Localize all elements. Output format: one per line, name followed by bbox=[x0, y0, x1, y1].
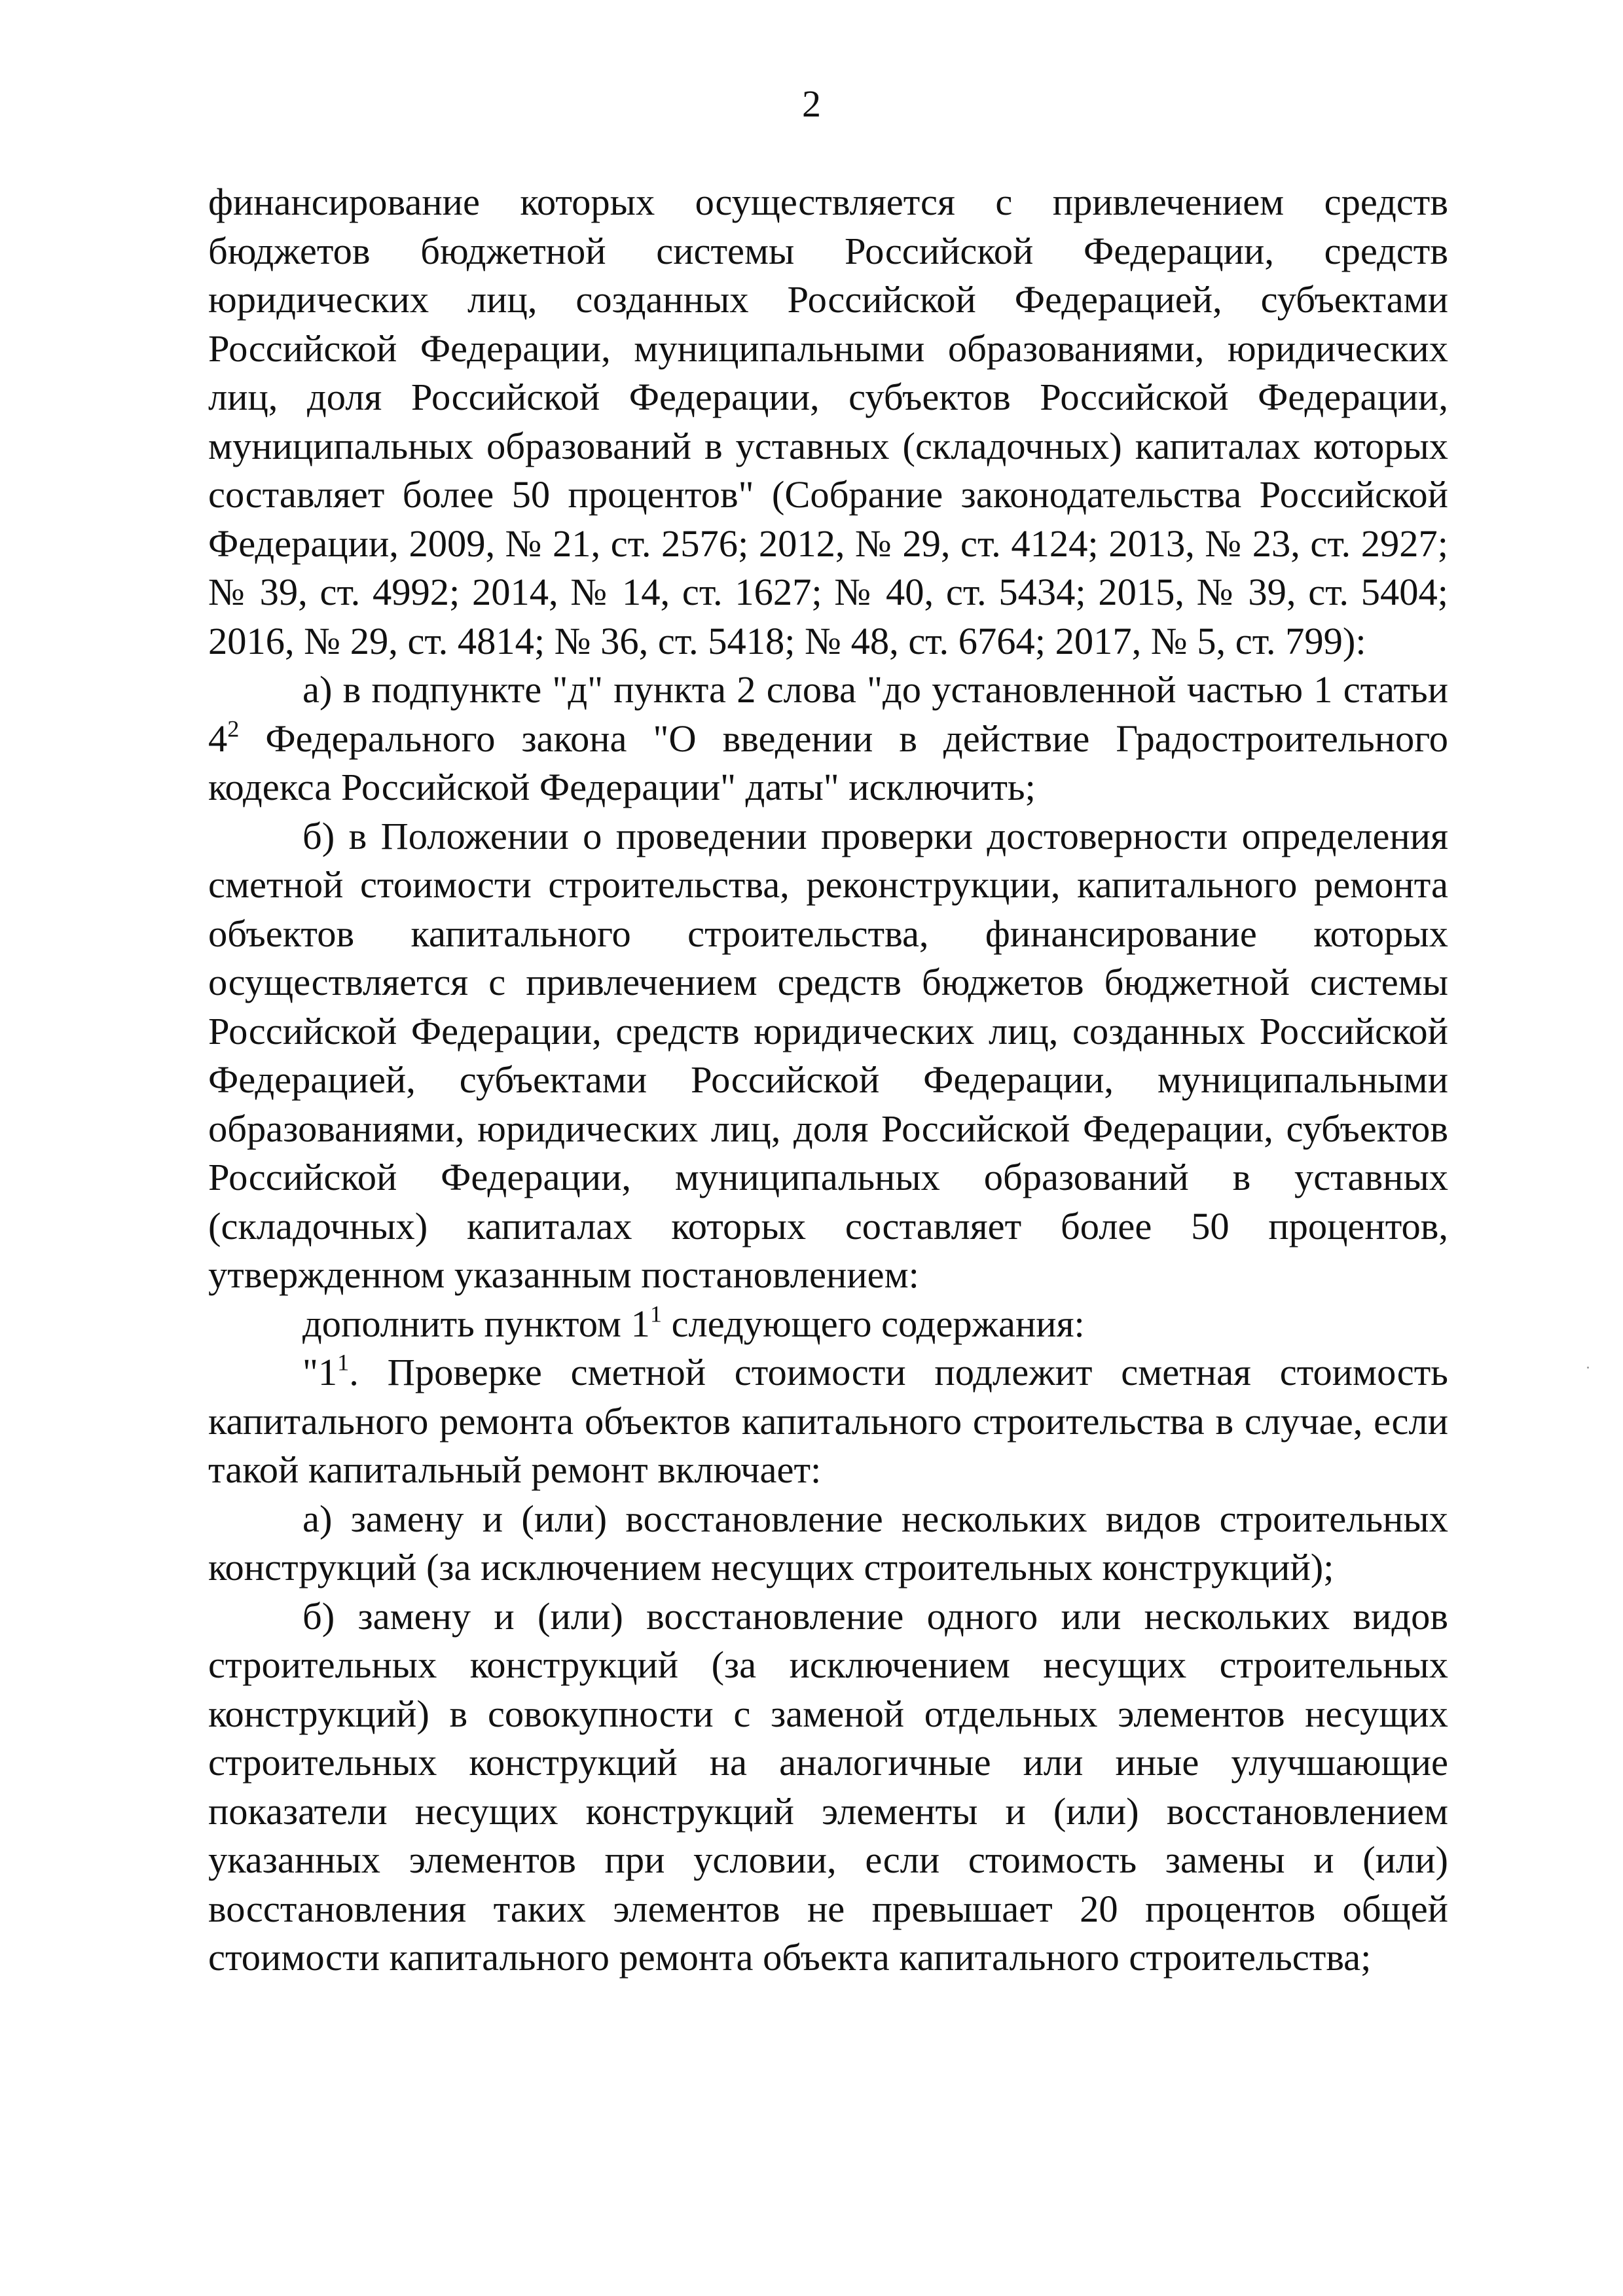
paragraph-text-after-sup: следующего содержания: bbox=[661, 1302, 1085, 1345]
scan-speck bbox=[1587, 1367, 1589, 1369]
paragraph-text-after-sup: Федерального закона "О введении в действие Градостроительного кодекса Российской Федерации" даты" исключить; bbox=[208, 717, 1448, 808]
paragraph-add-clause bbox=[208, 1300, 1448, 1349]
paragraph-funding-continuation: финансирование которых осуществляется с привлечением средств бюджетов бюджетной системы Российской Федерации, средств юридических лиц, созданных Российской Федерацией, субъектами Российской Федерации, муниципальными образованиями, юридических лиц, доля Российской Федерации, субъектов Российской Федерации, муниципальных образований в уставных (складочных) капиталах которых составляет более 50 процентов" (Собрание законодательства Российской Федерации, 2009, № 21, ст. 2576; 2012, № 29, ст. 4124; 2013, № 23, ст. 2927; № 39, ст. 4992; 2014, № 14, ст. 1627; № 40, ст. 5434; 2015, № 39, ст. 5404; 2016, № 29, ст. 4814; № 36, ст. 5418; № 48, ст. 6764; 2017, № 5, ст. 799): bbox=[208, 181, 1448, 662]
paragraph-item-b-regulation: б) в Положении о проведении проверки достоверности определения сметной стоимости строительства, реконструкции, капитального ремонта объектов капитального строительства, финансирование которых осуществляется с привлечением средств бюджетов бюджетной системы Российской Федерации, средств юридических лиц, созданных Российской Федерацией, субъектами Российской Федерации, муниципальными образованиями, юридических лиц, доля Российской Федерации, субъектов Российской Федерации, муниципальных образований в уставных (складочных) капиталах которых составляет более 50 процентов, утвержденном указанным постановлением: bbox=[208, 814, 1448, 1296]
paragraph-item-a-subclause-d bbox=[208, 666, 1448, 812]
superscript: 2 bbox=[227, 715, 240, 742]
paragraph-subitem-a: а) замену и (или) восстановление нескольких видов строительных конструкций (за исключением несущих строительных конструкций); bbox=[208, 1497, 1448, 1588]
paragraph-text-before-sup: а) в подпункте "д" пункта 2 слова "до установленной частью 1 статьи 4 bbox=[208, 668, 1448, 760]
paragraph-text-before-sup: дополнить пунктом 1 bbox=[302, 1302, 650, 1345]
superscript: 1 bbox=[649, 1300, 662, 1327]
document-body bbox=[208, 178, 1448, 1982]
paragraph-subitem-b: б) замену и (или) восстановление одного или нескольких видов строительных конструкций (за исключением несущих строительных конструкций) в совокупности с заменой отдельных элементов несущих строительных конструкций на аналогичные или иные улучшающие показатели несущих конструкций элементы и (или) восстановлением указанных элементов при условии, если стоимость замены и (или) восстановления таких элементов не превышает 20 процентов общей стоимости капитального ремонта объекта капитального строительства; bbox=[208, 1594, 1448, 1979]
superscript: 1 bbox=[337, 1349, 350, 1376]
paragraph-text-after-sup: . Проверке сметной стоимости подлежит сметная стоимость капитального ремонта объектов капитального строительства в случае, если такой капитальный ремонт включает: bbox=[208, 1351, 1448, 1491]
paragraph-new-clause-1-1 bbox=[208, 1348, 1448, 1495]
page-number: 2 bbox=[802, 82, 821, 125]
paragraph-text-before-sup: "1 bbox=[302, 1351, 338, 1393]
